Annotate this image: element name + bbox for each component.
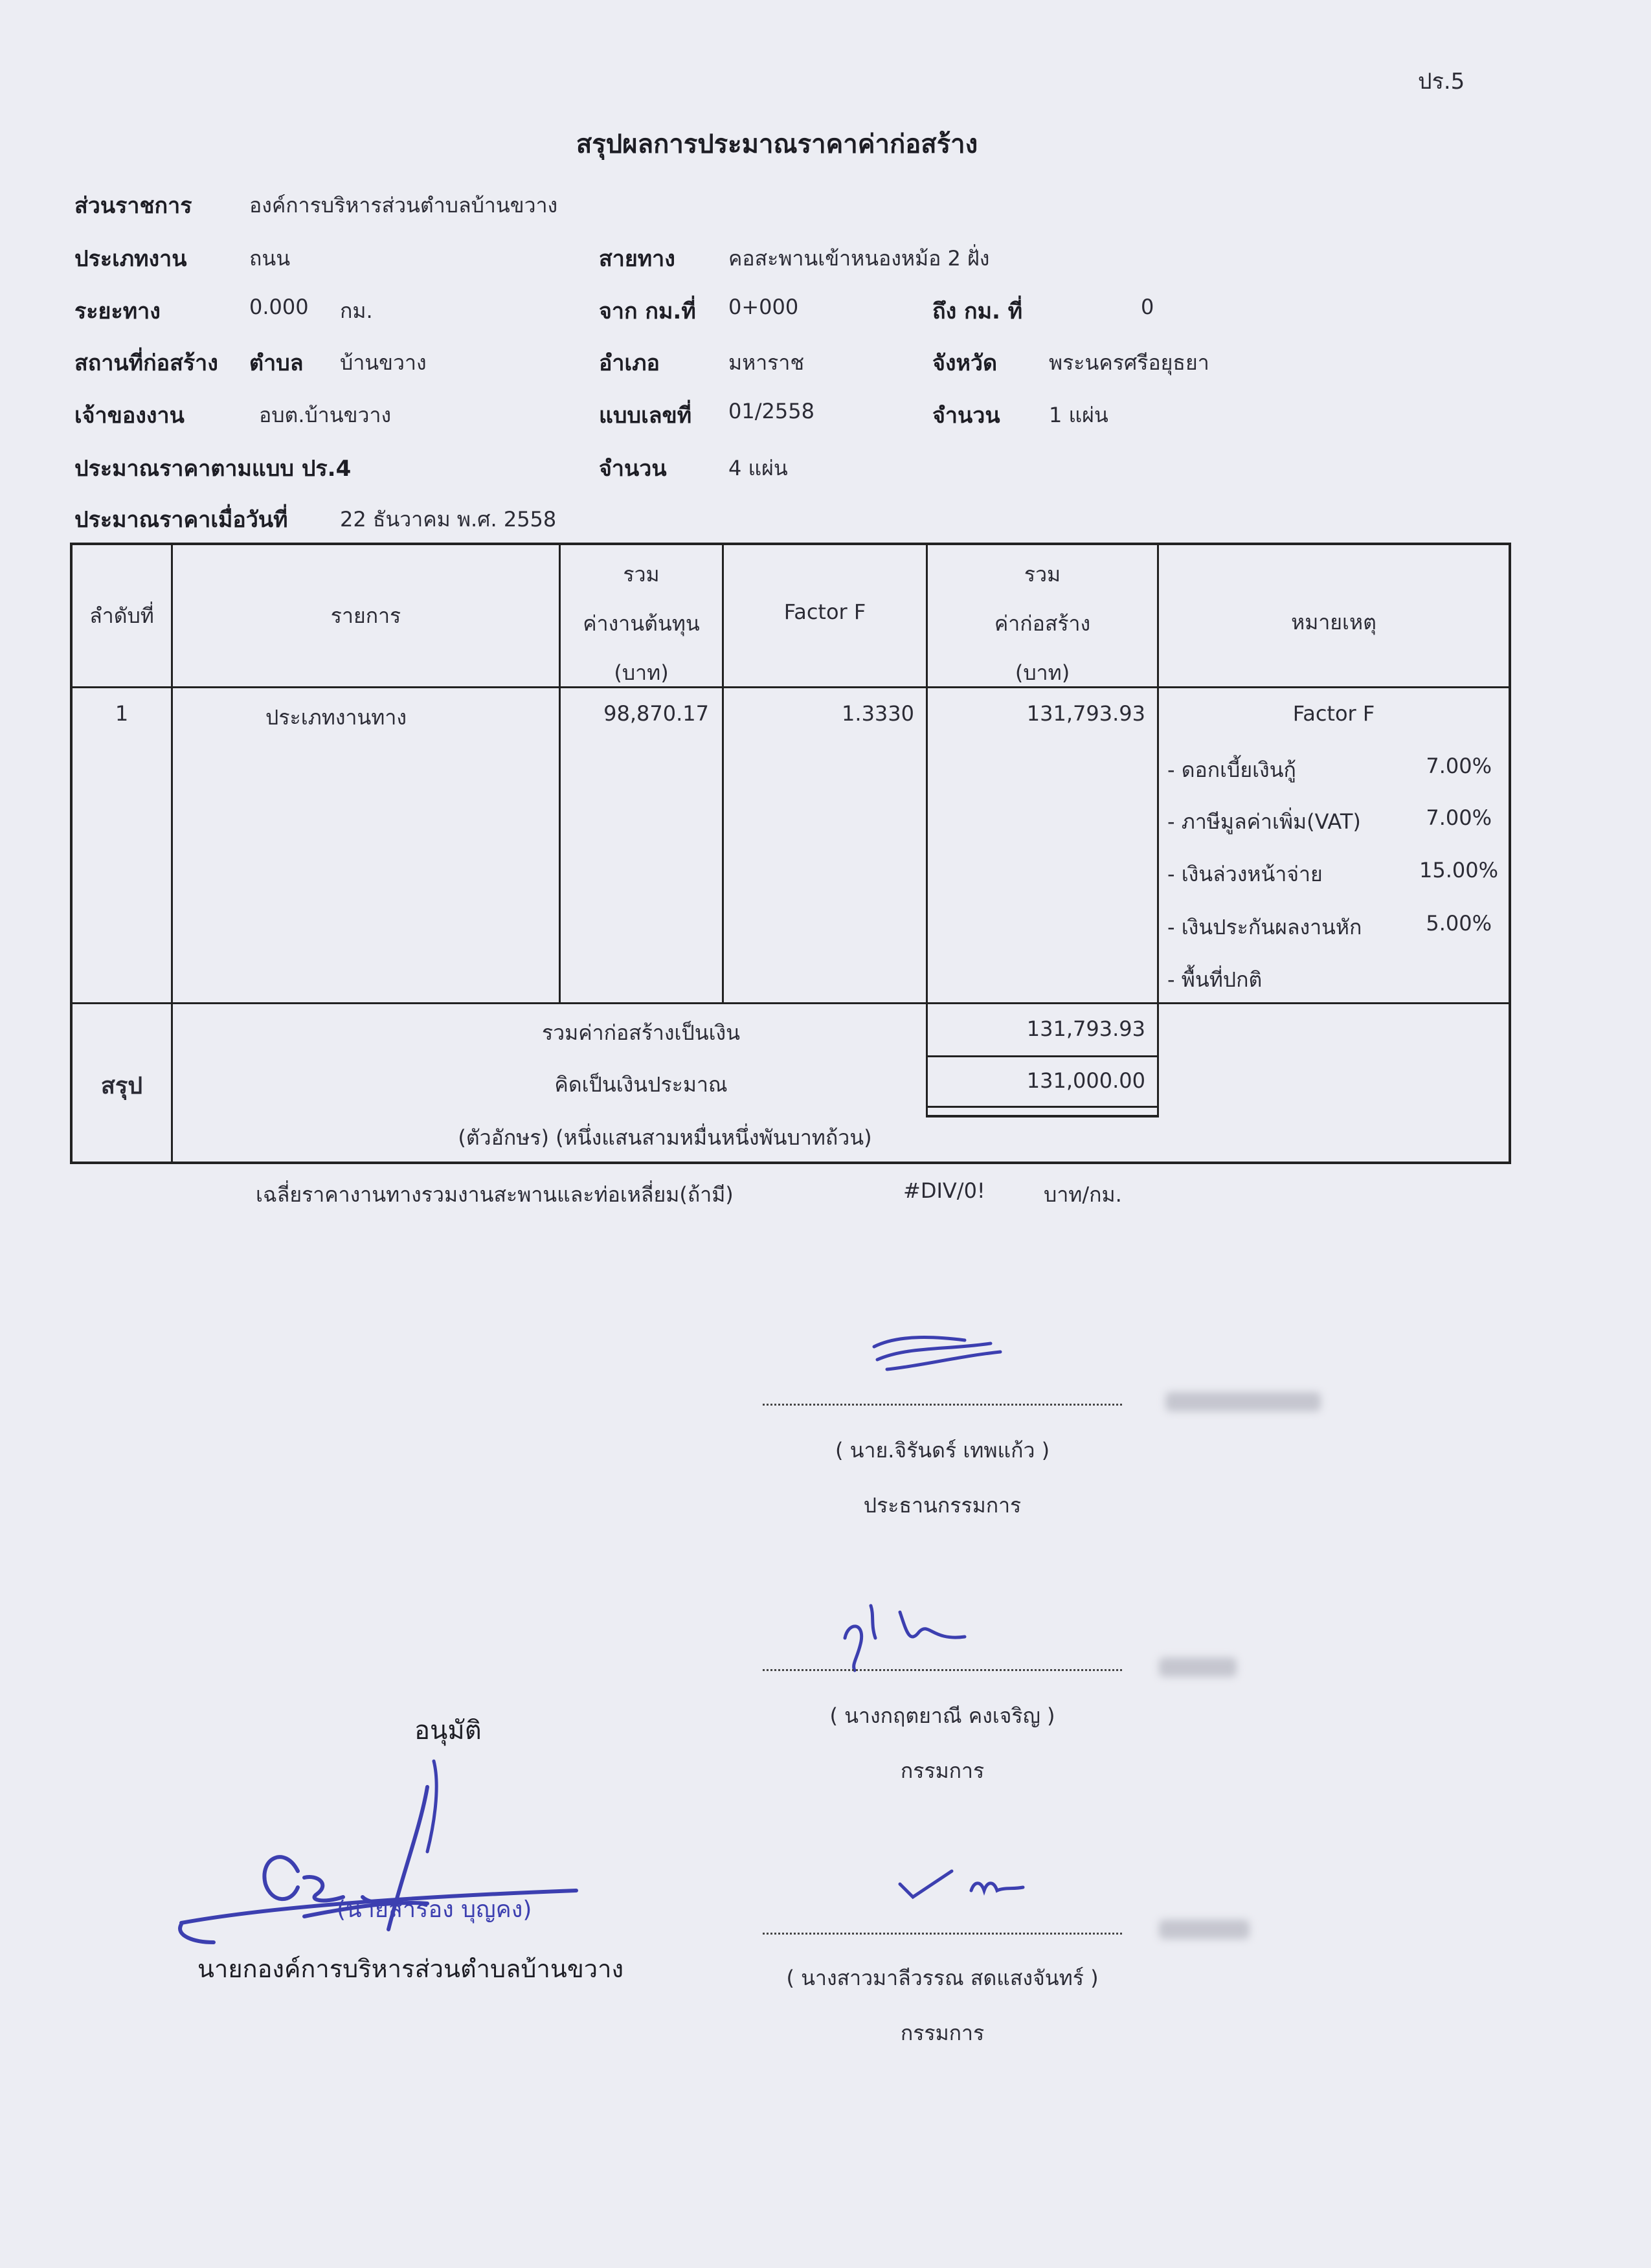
remark-value: 15.00% — [1419, 858, 1498, 882]
approver-name: (นายสำรอง บุญคง) — [337, 1896, 532, 1923]
member1-signature-line — [763, 1669, 1122, 1671]
member1-name: ( นางกฤตยาณี คงเจริญ ) — [829, 1703, 1055, 1728]
col-header-total-line1: รวม — [1024, 562, 1061, 587]
average-label: เฉลี่ยราคางานทางรวมงานสะพานและท่อเหลี่ยม(ถ้ามี) — [256, 1182, 734, 1207]
subdistrict-value: บ้านขวาง — [340, 350, 427, 375]
member2-signature-line — [763, 1933, 1122, 1935]
distance-unit: กม. — [340, 298, 373, 323]
col-header-factor: Factor F — [783, 600, 866, 624]
route-value: คอสะพานเข้าหนองหม้อ 2 ฝั่ง — [728, 246, 990, 271]
col-header-cost-line2: ค่างานต้นทุน — [583, 611, 700, 636]
worktype-value: ถนน — [249, 246, 291, 271]
remark-value: 7.00% — [1426, 805, 1492, 830]
owner-label: เจ้าของงาน — [74, 403, 185, 429]
district-label: อำเภอ — [599, 350, 660, 376]
col-header-no: ลำดับที่ — [89, 603, 154, 628]
member2-title: กรรมการ — [900, 2021, 985, 2045]
owner-value: อบต.บ้านขวาง — [259, 403, 392, 427]
sheets1-label: จำนวน — [932, 403, 1000, 429]
to-km-value: 0 — [1141, 295, 1154, 319]
sheets1-value: 1 แผ่น — [1049, 403, 1108, 427]
col-header-total-line3: (บาท) — [1015, 660, 1070, 685]
remark-label: - เงินประกันผลงานหัก — [1167, 915, 1362, 939]
redacted-mark — [1165, 1392, 1321, 1411]
col-header-cost-line1: รวม — [623, 562, 660, 587]
chairman-title: ประธานกรรมการ — [863, 1493, 1022, 1518]
row-total: 131,793.93 — [1026, 701, 1145, 726]
site-label: สถานที่ก่อสร้าง — [74, 350, 218, 376]
row-no: 1 — [115, 701, 129, 726]
col-header-total-line2: ค่าก่อสร้าง — [994, 611, 1091, 636]
to-km-label: ถึง กม. ที่ — [932, 298, 1023, 324]
summary-total-label: รวมค่าก่อสร้างเป็นเงิน — [541, 1020, 741, 1045]
province-label: จังหวัด — [932, 350, 998, 376]
chairman-signature-line — [763, 1404, 1122, 1406]
approver-title: นายกองค์การบริหารส่วนตำบลบ้านขวาง — [197, 1955, 624, 1983]
row-cost: 98,870.17 — [603, 701, 709, 726]
approve-label: อนุมัติ — [414, 1716, 482, 1746]
member2-name: ( นางสาวมาลีวรรณ สดแสงจันทร์ ) — [786, 1966, 1099, 1990]
col-header-cost-line3: (บาท) — [614, 660, 669, 685]
form-code: ปร.5 — [1418, 69, 1465, 95]
row-item: ประเภทงานทาง — [265, 705, 407, 730]
remark-value: 7.00% — [1426, 754, 1492, 778]
redacted-mark — [1159, 1657, 1237, 1677]
remark-label: - เงินล่วงหน้าจ่าย — [1167, 862, 1323, 886]
summary-approx-label: คิดเป็นเงินประมาณ — [554, 1072, 728, 1097]
sheets2-value: 4 แผ่น — [728, 456, 788, 480]
plan-no-label: แบบเลขที่ — [599, 403, 692, 429]
member1-signature — [835, 1586, 1004, 1677]
subdistrict-label: ตำบล — [249, 350, 304, 376]
remark-title: Factor F — [1292, 701, 1375, 726]
chairman-signature — [861, 1321, 1016, 1392]
distance-label: ระยะทาง — [74, 298, 161, 324]
agency-value: องค์การบริหารส่วนตำบลบ้านขวาง — [249, 193, 558, 218]
average-value: #DIV/0! — [903, 1178, 985, 1203]
estimate-date-value: 22 ธันวาคม พ.ศ. 2558 — [340, 507, 557, 532]
remark-label: - ดอกเบี้ยเงินกู้ — [1167, 758, 1296, 782]
estimate-date-label: ประมาณราคาเมื่อวันที่ — [74, 507, 288, 533]
approver-signature — [175, 1748, 628, 1955]
summary-approx-value: 131,000.00 — [1026, 1068, 1145, 1093]
row-factor: 1.3330 — [842, 701, 914, 726]
page-title: สรุปผลการประมาณราคาค่าก่อสร้าง — [576, 129, 978, 159]
member2-signature — [893, 1852, 1062, 1916]
worktype-label: ประเภทงาน — [74, 246, 187, 272]
distance-value: 0.000 — [249, 295, 309, 319]
remark-value: 5.00% — [1426, 911, 1492, 936]
plan-no-value: 01/2558 — [728, 399, 814, 423]
summary-total-value: 131,793.93 — [1026, 1016, 1145, 1041]
province-value: พระนครศรีอยุธยา — [1049, 350, 1209, 375]
summary-words: (ตัวอักษร) (หนึ่งแสนสามหมื่นหนึ่งพันบาทถ้วน) — [458, 1125, 872, 1150]
member1-title: กรรมการ — [900, 1758, 985, 1783]
col-header-remark: หมายเหตุ — [1291, 610, 1376, 634]
route-label: สายทาง — [599, 246, 675, 272]
average-unit: บาท/กม. — [1044, 1182, 1122, 1207]
redacted-mark — [1159, 1920, 1250, 1939]
agency-label: ส่วนราชการ — [74, 193, 192, 219]
summary-label: สรุป — [100, 1073, 143, 1099]
sheets2-label: จำนวน — [599, 456, 667, 482]
from-km-label: จาก กม.ที่ — [599, 298, 696, 324]
col-header-item: รายการ — [330, 603, 401, 628]
remark-label: - ภาษีมูลค่าเพิ่ม(VAT) — [1167, 809, 1361, 834]
estimate-by-label: ประมาณราคาตามแบบ ปร.4 — [74, 456, 352, 482]
chairman-name: ( นาย.จิรันดร์ เทพแก้ว ) — [835, 1438, 1050, 1463]
remark-label: - พื้นที่ปกติ — [1167, 967, 1263, 992]
district-value: มหาราช — [728, 350, 805, 375]
from-km-value: 0+000 — [728, 295, 799, 319]
